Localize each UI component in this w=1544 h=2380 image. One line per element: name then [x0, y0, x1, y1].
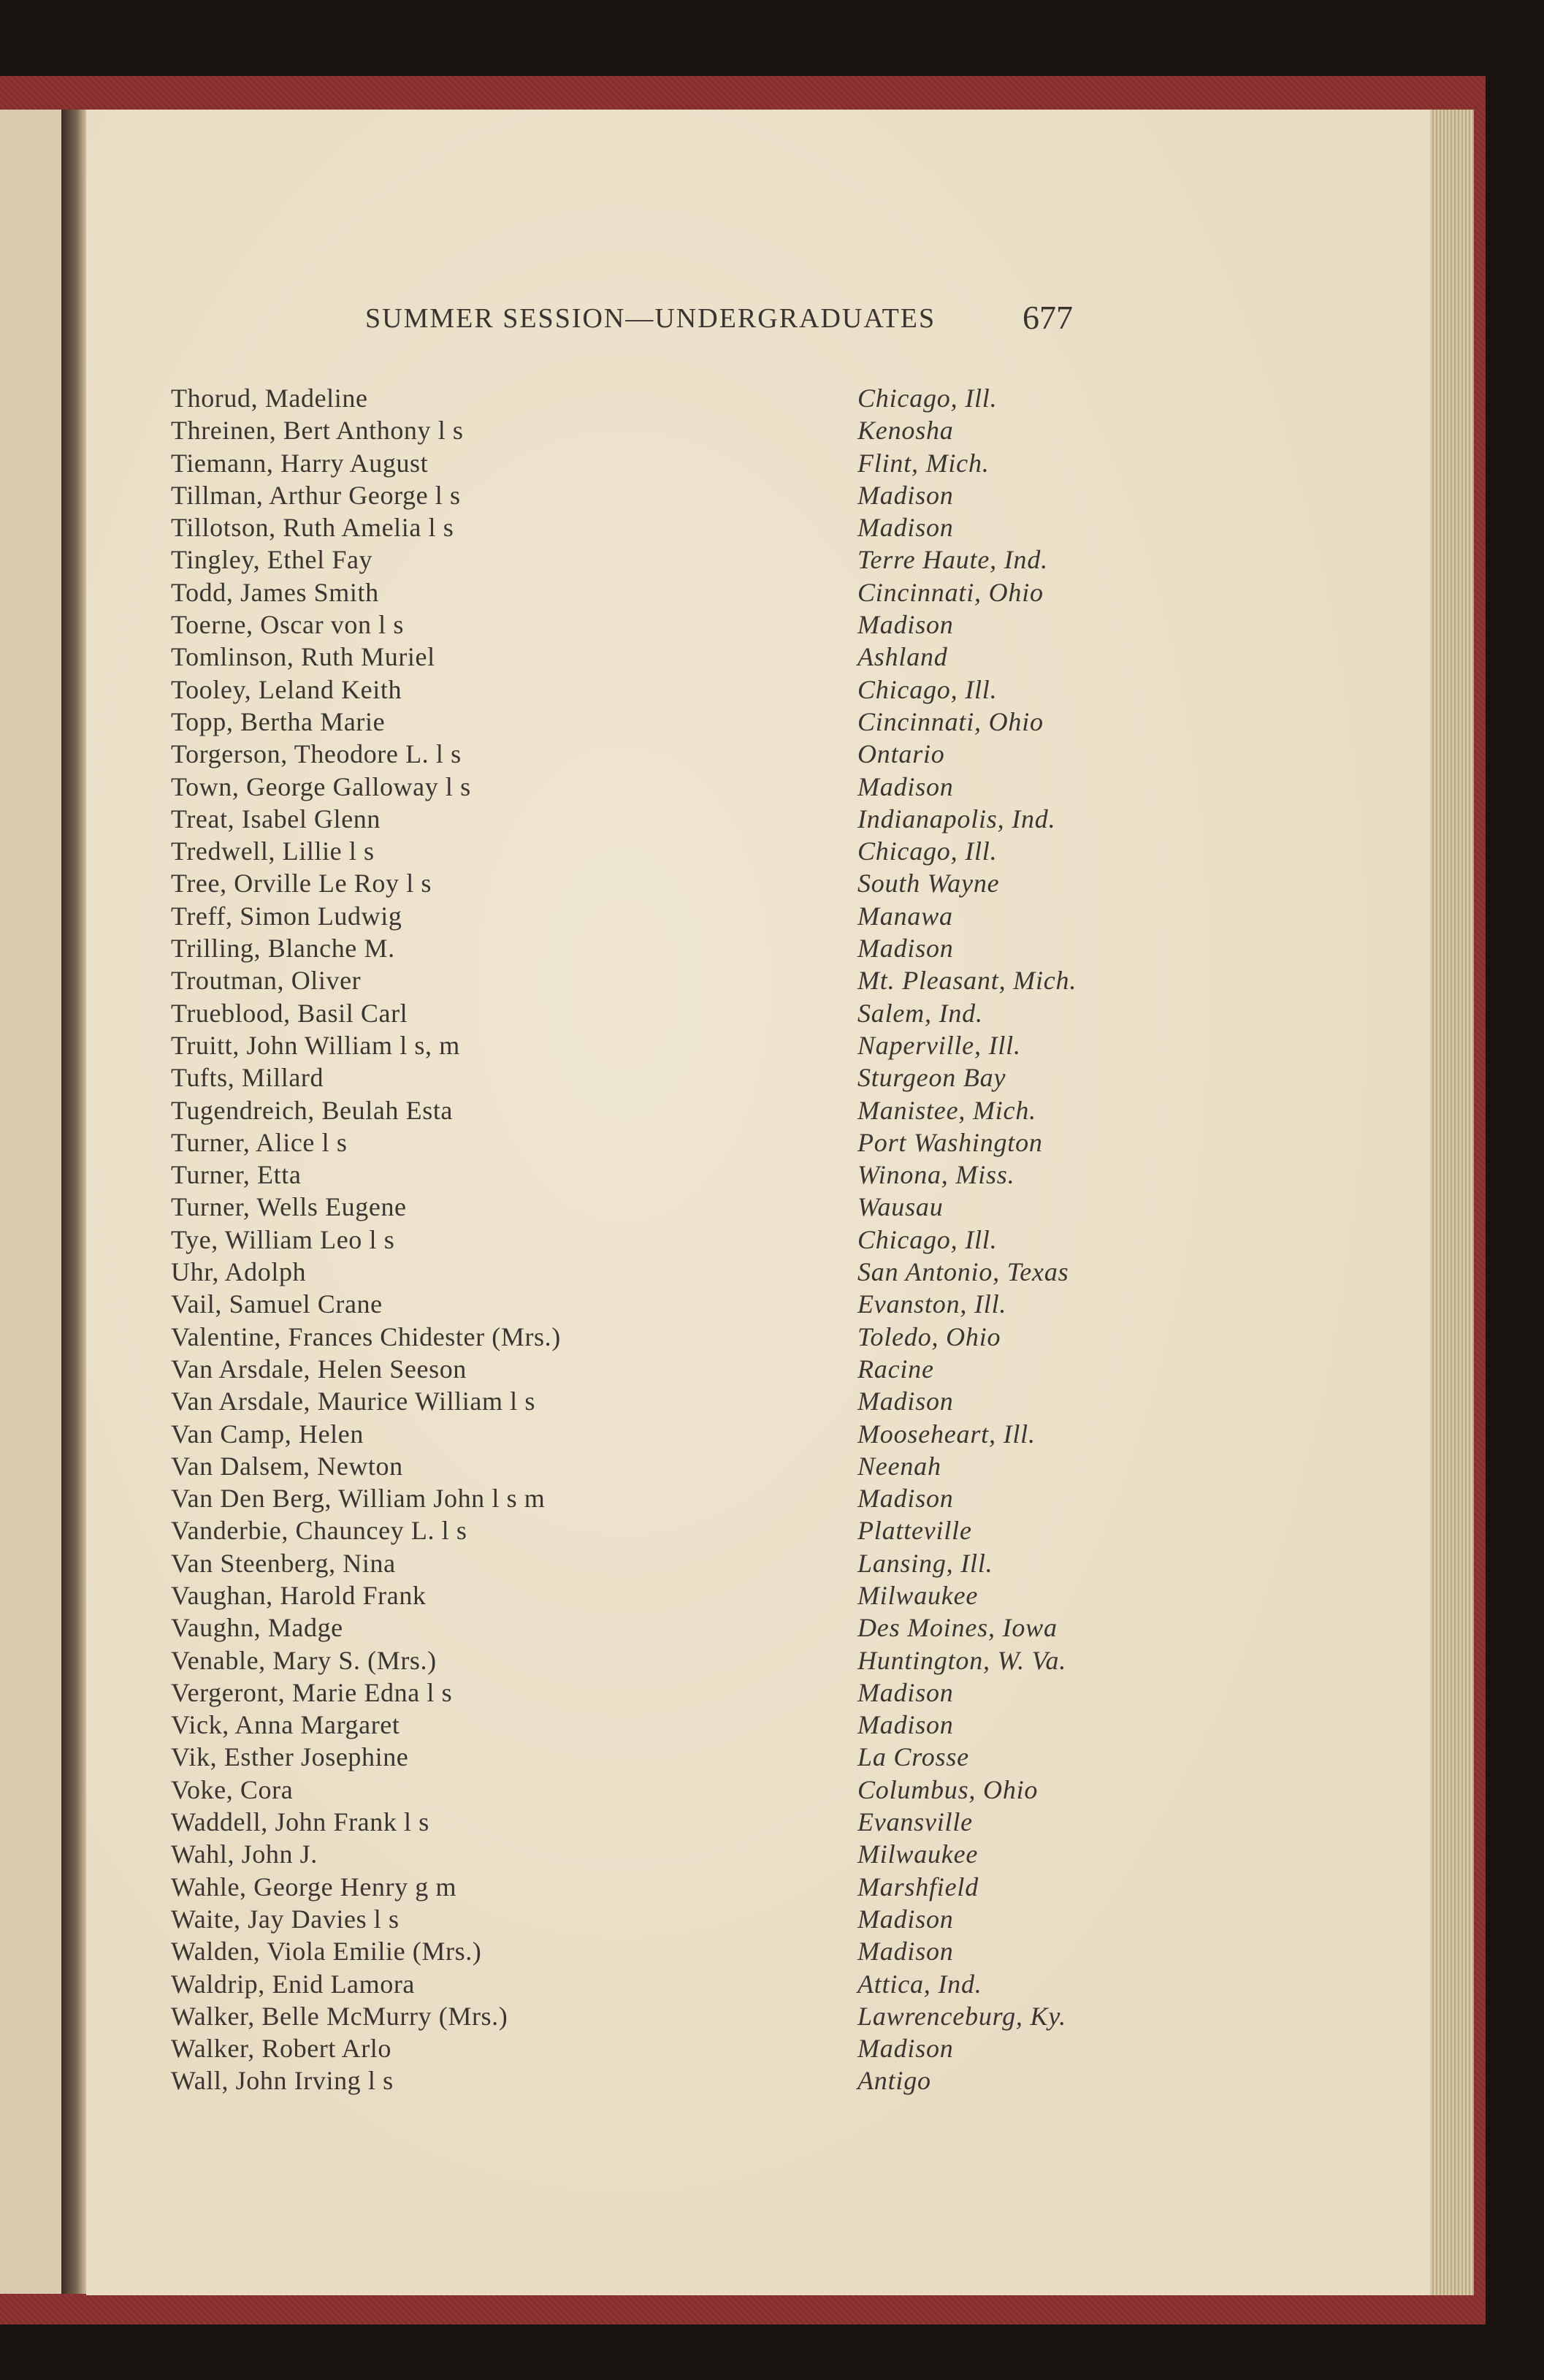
student-name: Vick, Anna Margaret [171, 1710, 400, 1740]
student-hometown: Manawa [857, 901, 953, 931]
student-hometown: Marshfield [857, 1872, 979, 1902]
student-hometown: Ontario [857, 739, 945, 769]
student-hometown: Madison [857, 2034, 954, 2064]
student-hometown: Chicago, Ill. [857, 384, 998, 413]
student-hometown: Lawrenceburg, Ky. [857, 2001, 1066, 2031]
student-name: Trilling, Blanche M. [171, 934, 395, 964]
list-item [171, 933, 1266, 965]
student-name: Valentine, Frances Chidester (Mrs.) [171, 1321, 561, 1351]
list-item [171, 577, 1266, 609]
list-item [171, 674, 1266, 706]
student-hometown: Port Washington [857, 1127, 1043, 1157]
student-name: Wahl, John J. [171, 1839, 318, 1869]
list-item [171, 1062, 1266, 1094]
student-name: Thorud, Madeline [171, 384, 368, 413]
student-hometown: La Crosse [857, 1742, 969, 1772]
student-name: Vergeront, Marie Edna l s [171, 1677, 453, 1707]
list-item [171, 1709, 1266, 1742]
student-name: Vaughan, Harold Frank [171, 1580, 427, 1610]
list-item [171, 1321, 1266, 1354]
student-hometown: Madison [857, 610, 954, 640]
list-item [171, 1807, 1266, 1839]
student-name: Vanderbie, Chauncey L. l s [171, 1516, 467, 1546]
student-name: Turner, Wells Eugene [171, 1192, 407, 1222]
student-hometown: Milwaukee [857, 1580, 979, 1610]
student-name: Threinen, Bert Anthony l s [171, 416, 464, 446]
student-hometown: Naperville, Ill. [857, 1030, 1021, 1060]
list-item [171, 1451, 1266, 1483]
list-item [171, 1191, 1266, 1224]
student-name: Tillman, Arthur George l s [171, 480, 461, 510]
list-item [171, 739, 1266, 771]
list-item [171, 965, 1266, 997]
list-item [171, 1645, 1266, 1677]
list-item [171, 2001, 1266, 2033]
student-name: Tree, Orville Le Roy l s [171, 869, 432, 899]
student-name: Town, George Galloway l s [171, 771, 471, 801]
student-hometown: Huntington, W. Va. [857, 1645, 1067, 1675]
student-hometown: Ashland [857, 642, 948, 672]
list-item [171, 1386, 1266, 1418]
student-hometown: Madison [857, 934, 954, 964]
student-hometown: Cincinnati, Ohio [857, 577, 1044, 607]
list-item [171, 2065, 1266, 2097]
student-hometown: Indianapolis, Ind. [857, 804, 1056, 834]
student-hometown: Columbus, Ohio [857, 1774, 1039, 1804]
list-item [171, 1936, 1266, 1968]
list-item [171, 641, 1266, 674]
student-name: Tingley, Ethel Fay [171, 545, 373, 575]
student-name: Waddell, John Frank l s [171, 1807, 429, 1837]
student-name: Tiemann, Harry August [171, 448, 429, 478]
student-hometown: Chicago, Ill. [857, 836, 998, 866]
student-hometown: Winona, Miss. [857, 1160, 1015, 1190]
student-hometown: Des Moines, Iowa [857, 1613, 1058, 1643]
list-item [171, 1839, 1266, 1871]
student-hometown: Madison [857, 513, 954, 543]
student-hometown: Salem, Ind. [857, 998, 983, 1028]
student-hometown: Mt. Pleasant, Mich. [857, 966, 1077, 996]
list-item [171, 1159, 1266, 1191]
student-hometown: Madison [857, 480, 954, 510]
student-hometown: Mooseheart, Ill. [857, 1419, 1036, 1449]
student-hometown: Madison [857, 1710, 954, 1740]
list-item [171, 771, 1266, 804]
student-name: Turner, Alice l s [171, 1127, 348, 1157]
list-item [171, 804, 1266, 836]
student-hometown: South Wayne [857, 869, 1000, 899]
student-hometown: Lansing, Ill. [857, 1548, 993, 1578]
student-hometown: Sturgeon Bay [857, 1063, 1006, 1093]
student-name: Van Den Berg, William John l s m [171, 1484, 546, 1514]
student-name: Turner, Etta [171, 1160, 302, 1190]
student-name: Tugendreich, Beulah Esta [171, 1095, 454, 1125]
student-name: Treff, Simon Ludwig [171, 901, 402, 931]
list-item [171, 1872, 1266, 1904]
student-name: Walker, Belle McMurry (Mrs.) [171, 2001, 508, 2031]
list-item [171, 448, 1266, 480]
student-hometown: Neenah [857, 1451, 941, 1481]
list-item [171, 1030, 1266, 1062]
list-item [171, 512, 1266, 544]
running-title: SUMMER SESSION—UNDERGRADUATES [365, 303, 936, 334]
list-item [171, 1774, 1266, 1807]
list-item [171, 1289, 1266, 1321]
student-hometown: Flint, Mich. [857, 448, 990, 478]
student-name: Wahle, George Henry g m [171, 1872, 457, 1902]
student-name: Toerne, Oscar von l s [171, 610, 404, 640]
student-hometown: Milwaukee [857, 1839, 979, 1869]
student-hometown: Kenosha [857, 416, 954, 446]
student-hometown: Platteville [857, 1516, 972, 1546]
student-name: Todd, James Smith [171, 577, 379, 607]
student-hometown: Madison [857, 1387, 954, 1416]
student-name: Waite, Jay Davies l s [171, 1904, 400, 1934]
list-item [171, 480, 1266, 512]
list-item [171, 1095, 1266, 1127]
list-item [171, 544, 1266, 576]
student-name: Tooley, Leland Keith [171, 674, 402, 704]
list-item [171, 1483, 1266, 1515]
student-name: Walden, Viola Emilie (Mrs.) [171, 1937, 482, 1967]
student-name: Vaughn, Madge [171, 1613, 343, 1643]
student-hometown: Wausau [857, 1192, 944, 1222]
student-name: Troutman, Oliver [171, 966, 362, 996]
student-hometown: Chicago, Ill. [857, 674, 998, 704]
list-item [171, 1354, 1266, 1386]
student-hometown: Cincinnati, Ohio [857, 706, 1044, 736]
student-hometown: Madison [857, 1677, 954, 1707]
list-item [171, 836, 1266, 868]
student-name: Vail, Samuel Crane [171, 1289, 383, 1319]
student-hometown: Manistee, Mich. [857, 1095, 1036, 1125]
student-name: Waldrip, Enid Lamora [171, 1969, 415, 1999]
list-item [171, 1677, 1266, 1709]
student-hometown: Antigo [857, 2066, 931, 2096]
previous-page-edge [0, 110, 61, 2294]
book-gutter [61, 110, 86, 2294]
student-name: Tye, William Leo l s [171, 1224, 395, 1254]
student-name: Truitt, John William l s, m [171, 1030, 460, 1060]
list-item [171, 1256, 1266, 1289]
list-item [171, 901, 1266, 933]
student-name: Venable, Mary S. (Mrs.) [171, 1645, 437, 1675]
list-item [171, 1742, 1266, 1774]
list-item [171, 1548, 1266, 1580]
list-item [171, 706, 1266, 739]
list-item [171, 415, 1266, 447]
list-item [171, 1580, 1266, 1612]
student-hometown: Madison [857, 771, 954, 801]
student-name: Tomlinson, Ruth Muriel [171, 642, 435, 672]
list-item [171, 2033, 1266, 2065]
list-item [171, 609, 1266, 641]
student-name: Tredwell, Lillie l s [171, 836, 375, 866]
list-item [171, 1419, 1266, 1451]
student-name: Wall, John Irving l s [171, 2066, 394, 2096]
list-item [171, 383, 1266, 415]
student-name: Treat, Isabel Glenn [171, 804, 381, 834]
student-hometown: Chicago, Ill. [857, 1224, 998, 1254]
student-hometown: Racine [857, 1354, 934, 1384]
student-name: Topp, Bertha Marie [171, 706, 386, 736]
student-name: Van Arsdale, Maurice William l s [171, 1387, 535, 1416]
student-hometown: Attica, Ind. [857, 1969, 982, 1999]
student-name: Van Dalsem, Newton [171, 1451, 403, 1481]
student-hometown: Madison [857, 1937, 954, 1967]
student-name: Uhr, Adolph [171, 1257, 307, 1287]
list-item [171, 868, 1266, 900]
list-item [171, 1127, 1266, 1159]
student-name: Voke, Cora [171, 1774, 294, 1804]
student-name: Trueblood, Basil Carl [171, 998, 408, 1028]
page-stack-edge [1430, 110, 1474, 2295]
list-item [171, 1969, 1266, 2001]
student-hometown: Madison [857, 1484, 954, 1514]
student-name: Van Camp, Helen [171, 1419, 364, 1449]
student-list [171, 383, 1266, 2098]
student-name: Van Arsdale, Helen Seeson [171, 1354, 467, 1384]
student-name: Van Steenberg, Nina [171, 1548, 396, 1578]
student-hometown: Madison [857, 1904, 954, 1934]
page-header [365, 298, 1242, 339]
student-hometown: Evanston, Ill. [857, 1289, 1007, 1319]
student-name: Vik, Esther Josephine [171, 1742, 409, 1772]
list-item [171, 1904, 1266, 1936]
page-number: 677 [1023, 299, 1073, 336]
list-item [171, 1612, 1266, 1644]
student-name: Torgerson, Theodore L. l s [171, 739, 462, 769]
student-name: Tillotson, Ruth Amelia l s [171, 513, 454, 543]
list-item [171, 1515, 1266, 1547]
list-item [171, 998, 1266, 1030]
list-item [171, 1224, 1266, 1256]
student-name: Tufts, Millard [171, 1063, 324, 1093]
student-hometown: San Antonio, Texas [857, 1257, 1069, 1287]
student-name: Walker, Robert Arlo [171, 2034, 391, 2064]
student-hometown: Terre Haute, Ind. [857, 545, 1048, 575]
student-hometown: Toledo, Ohio [857, 1321, 1001, 1351]
student-hometown: Evansville [857, 1807, 973, 1837]
